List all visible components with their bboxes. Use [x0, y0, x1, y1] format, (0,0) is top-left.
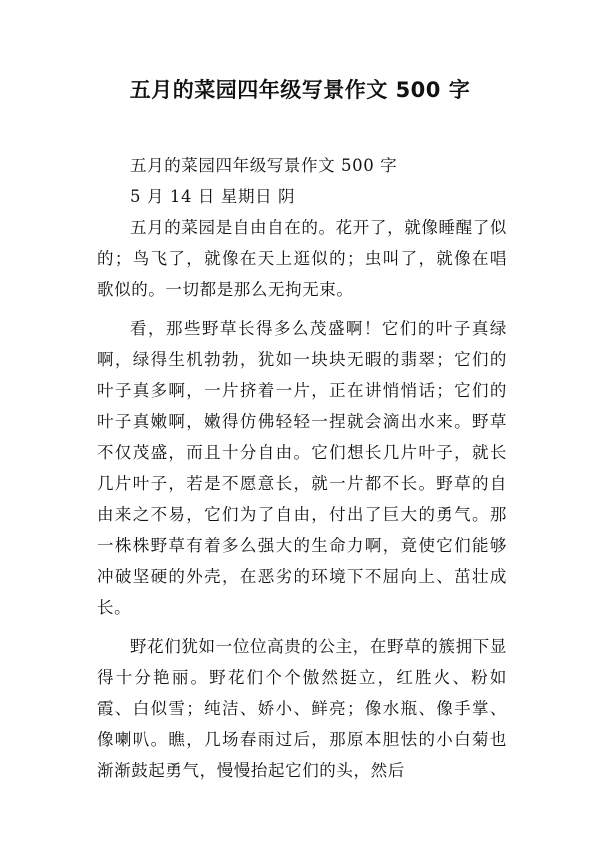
paragraph-flowers: 野花们犹如一位位高贵的公主，在野草的簇拥下显得十分艳丽。野花们个个傲然挺立，红胜火、粉如霞、白似雪；纯洁、娇小、鲜亮；像水瓶、像手掌、像喇叭。瞧，几场春雨过后，那原本胆怯的小白菊也渐渐鼓起勇气，慢慢抬起它们的头，然后	[97, 637, 507, 780]
paragraph-heading: 五月的菜园四年级写景作文 500 字	[130, 156, 398, 175]
paragraph-intro: 五月的菜园是自由自在的。花开了，就像睡醒了似的；鸟飞了，就像在天上逛似的；虫叫了，就像在唱歌似的。一切都是那么无拘无束。	[97, 218, 507, 299]
document-title: 五月的菜园四年级写景作文 500 字	[129, 78, 471, 102]
paragraph-date: 5 月 14 日 星期日 阴	[130, 187, 296, 206]
paragraph-weeds: 看，那些野草长得多么茂盛啊！它们的叶子真绿啊，绿得生机勃勃，犹如一块块无暇的翡翠；它们的叶子真多啊，一片挤着一片，正在讲悄悄话；它们的叶子真嫩啊，嫩得仿佛轻轻一捏就会滴出水来。野草不仅茂盛，而且十分自由。它们想长几片叶子，就长几片叶子，若是不愿意长，就一片都不长。野草的自由来之不易，它们为了自由，付出了巨大的勇气。那一株株野草有着多么强大的生命力啊，竟使它们能够冲破坚硬的外壳，在恶劣的环境下不屈向上、茁壮成长。	[97, 319, 507, 617]
document-body	[97, 150, 507, 786]
